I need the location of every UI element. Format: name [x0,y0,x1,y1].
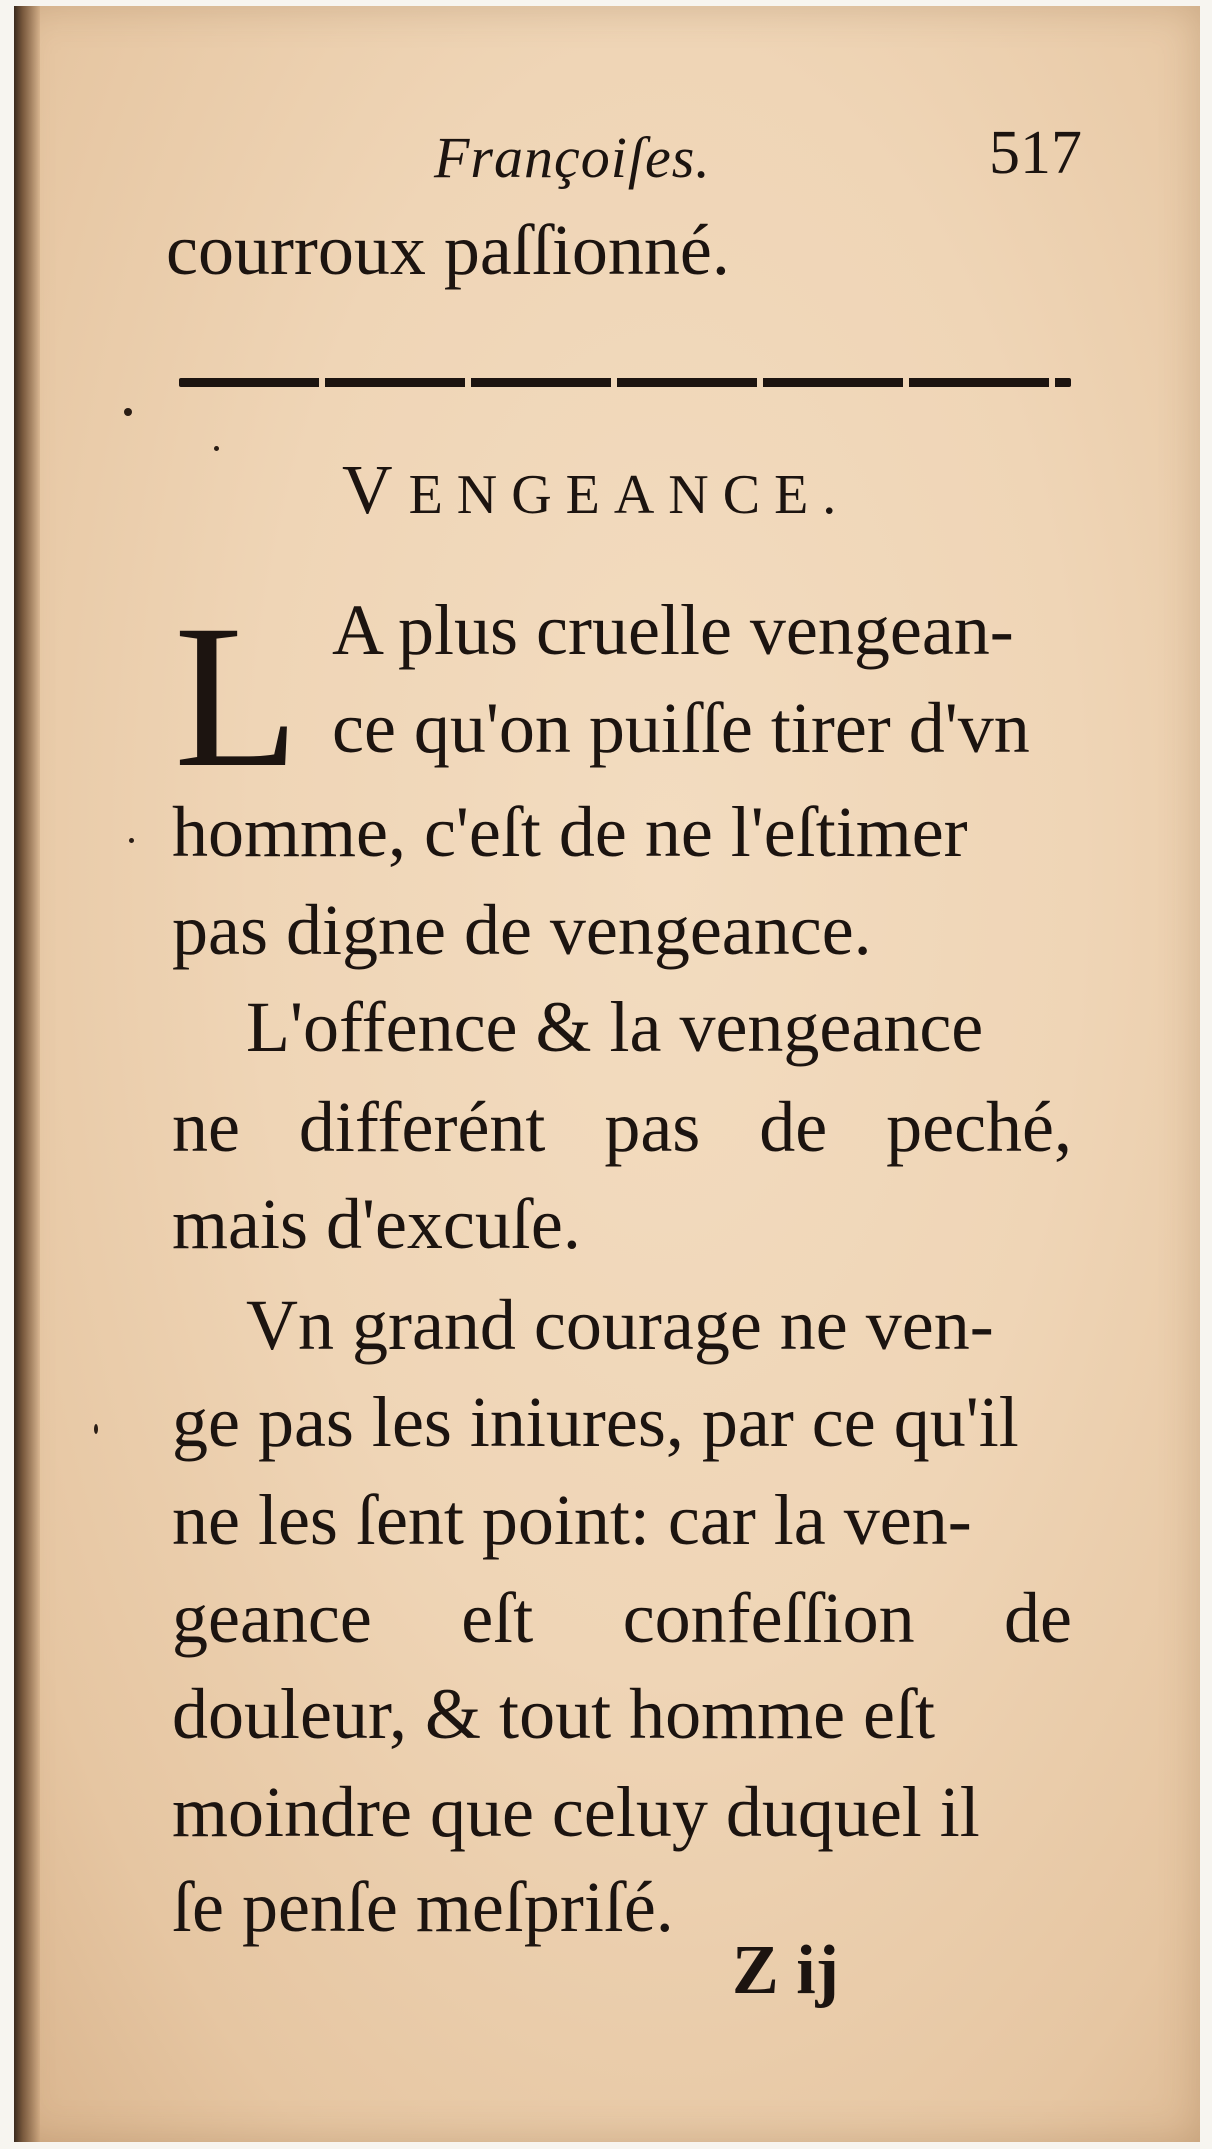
section-rule [179,378,1071,387]
ink-speck [124,408,132,416]
text-line: moindre que celuy duquel il [172,1772,980,1852]
heading-rest: ENGEANCE. [408,464,851,526]
book-page [14,6,1200,2142]
text-line: ſe penſe meſpriſé. [172,1867,674,1947]
page-number: 517 [989,119,1082,187]
heading-initial: V [342,452,409,529]
text-line: ce qu'on puiſſe tirer d'vn [332,688,1030,768]
text-line: homme, c'eſt de ne l'eſtimer [172,792,968,872]
signature-mark: Z ij [732,1932,839,2009]
text-line: Vn grand courage ne ven- [246,1285,994,1365]
text-line: pas digne de vengeance. [172,890,872,970]
text-line: ne differént pas de peché, [172,1087,1072,1167]
drop-cap: L [174,583,300,810]
ink-speck [129,838,134,843]
text-line: A plus cruelle vengean- [332,590,1014,670]
text-line: mais d'excuſe. [172,1184,581,1264]
section-heading [342,451,850,531]
ink-speck [94,1424,98,1434]
ink-speck [214,446,219,451]
carryover-line: courroux paſſionné. [166,210,730,290]
text-line: ne les ſent point: car la ven- [172,1480,972,1560]
text-line: douleur, & tout homme eſt [172,1674,935,1754]
running-head: Françoiſes. [434,125,711,190]
text-line: L'offence & la vengeance [246,987,984,1067]
binding-gutter [14,6,40,2142]
text-line: geance eſt confeſſion de [172,1578,1072,1658]
text-line: ge pas les iniures, par ce qu'il [172,1382,1019,1462]
